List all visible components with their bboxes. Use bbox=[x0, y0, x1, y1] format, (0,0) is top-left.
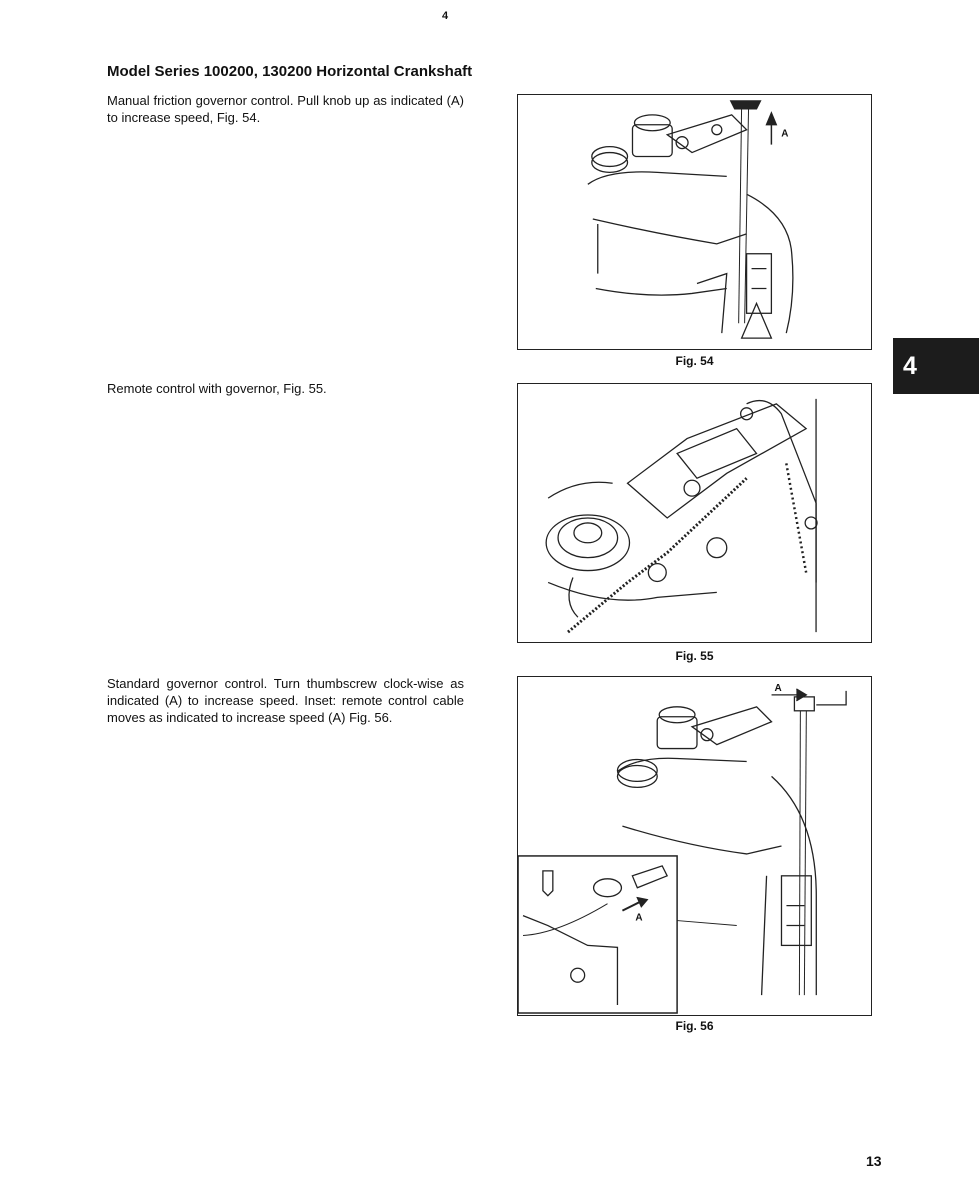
paragraph-fig55: Remote control with governor, Fig. 55. bbox=[107, 381, 327, 396]
caption-fig54: Fig. 54 bbox=[675, 354, 714, 368]
page-number: 13 bbox=[866, 1153, 882, 1169]
paragraph-fig56: Standard governor control. Turn thumbscrew clock-wise as indicated (A) to increase speed. Inset: remote control cable moves as indicated to increase speed (A) Fig. 56. bbox=[107, 676, 464, 725]
figure-56-illustration bbox=[517, 676, 872, 1016]
figure-54-illustration bbox=[517, 94, 872, 350]
fig54-label-a: A bbox=[781, 128, 789, 140]
caption-fig56: Fig. 56 bbox=[675, 1019, 714, 1033]
caption-fig55: Fig. 55 bbox=[675, 649, 714, 663]
chapter-tab: 4 bbox=[893, 338, 979, 394]
fig56-label-a-inset: A bbox=[635, 912, 643, 924]
chapter-number: 4 bbox=[441, 10, 449, 22]
section-title: Model Series 100200, 130200 Horizontal Crankshaft bbox=[107, 63, 473, 80]
figure-55-illustration bbox=[517, 383, 872, 643]
fig56-label-a-top: A bbox=[774, 682, 782, 694]
paragraph-fig54: Manual friction governor control. Pull knob up as indicated (A) to increase speed, Fig. 54. bbox=[107, 93, 464, 125]
